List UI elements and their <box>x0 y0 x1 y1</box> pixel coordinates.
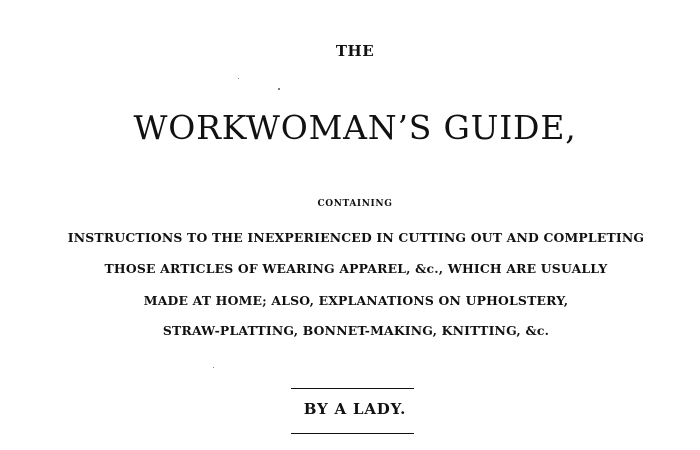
print-speck <box>278 88 280 90</box>
rule-top-divider <box>291 388 414 389</box>
rule-bottom-divider <box>291 433 414 434</box>
containing-label: CONTAINING <box>317 199 393 209</box>
book-title: WORKWOMAN’S GUIDE, <box>133 108 577 147</box>
print-speck <box>213 367 214 368</box>
title-prefix: THE <box>335 42 375 60</box>
description-line: INSTRUCTIONS TO THE INEXPERIENCED IN CUTTING OUT AND COMPLETING <box>67 230 645 245</box>
print-speck <box>238 78 239 79</box>
description-line: THOSE ARTICLES OF WEARING APPAREL, &c., WHICH ARE USUALLY <box>104 261 608 276</box>
author-line: BY A LADY. <box>303 400 407 418</box>
description-line: MADE AT HOME; ALSO, EXPLANATIONS ON UPHOLSTERY, <box>143 293 569 308</box>
description-line: STRAW-PLATTING, BONNET-MAKING, KNITTING, &c. <box>162 323 550 338</box>
